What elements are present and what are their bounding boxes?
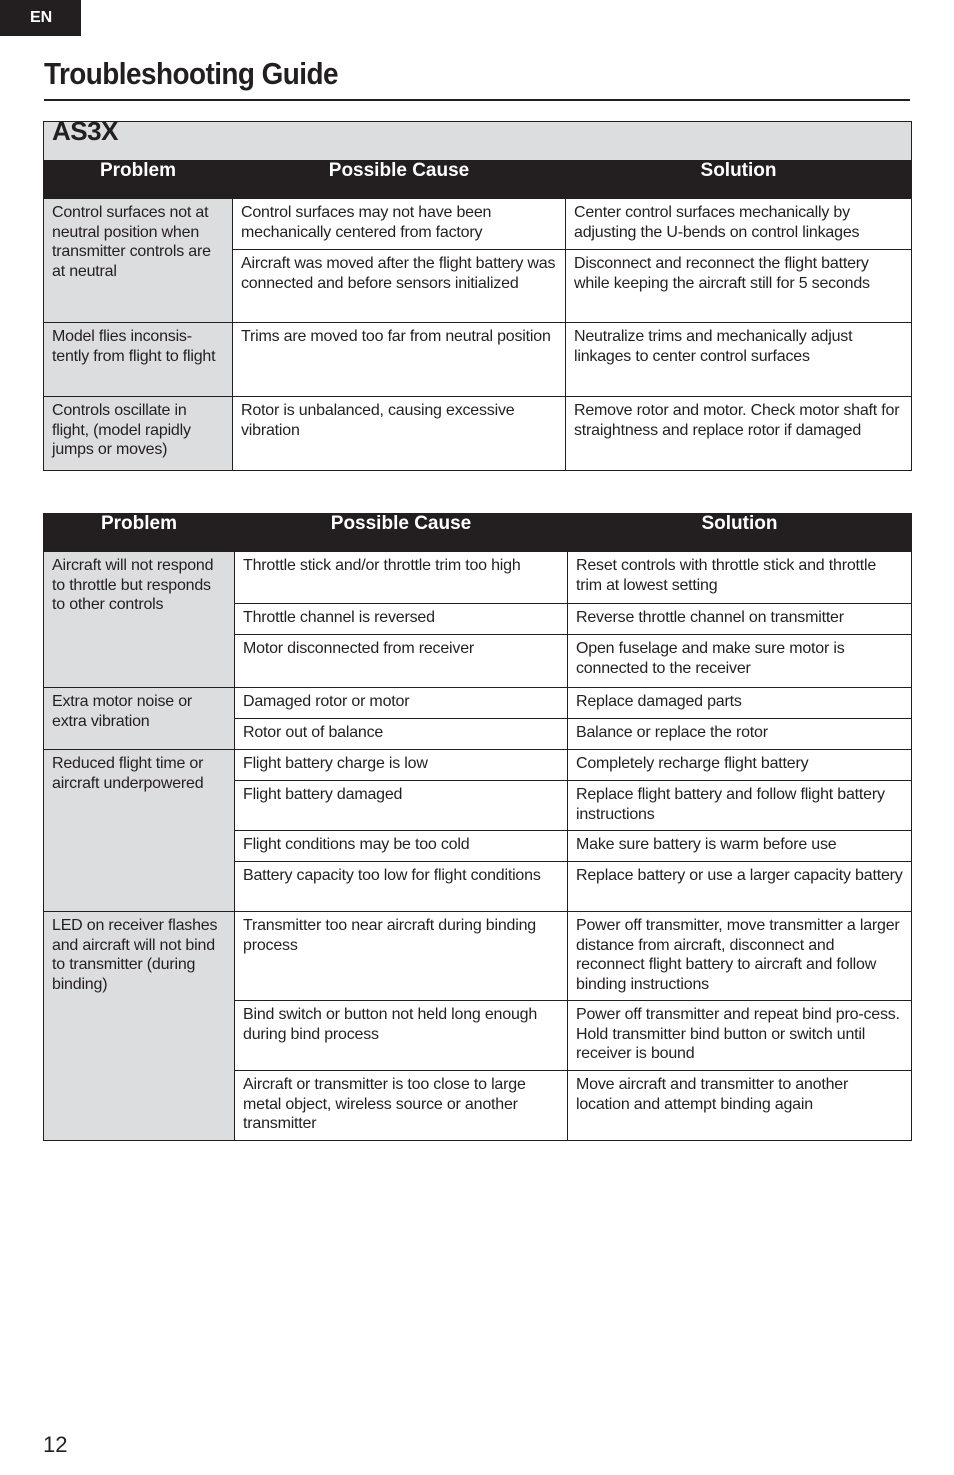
problem-cell: Aircraft will not respond to throttle but responds to other controls: [44, 552, 235, 688]
solution-cell: Open fuselage and make sure motor is connected to the receiver: [568, 635, 912, 688]
problem-cell: LED on receiver flashes and aircraft will not bind to transmitter (during binding): [44, 912, 235, 1141]
page-title: Troubleshooting Guide: [44, 56, 339, 91]
solution-cell: Replace battery or use a larger capacity battery: [568, 862, 912, 912]
language-tab: [0, 0, 81, 36]
cause-cell: Throttle stick and/or throttle trim too high: [235, 552, 568, 604]
solution-cell: Neutralize trims and mechanically adjust linkages to center control surfaces: [566, 323, 912, 397]
section-header-row: [44, 122, 912, 161]
cause-cell: Transmitter too near aircraft during binding process: [235, 912, 568, 1001]
cause-cell: Flight conditions may be too cold: [235, 831, 568, 862]
column-header-cause: Possible Cause: [233, 161, 566, 199]
cause-cell: Aircraft or transmitter is too close to large metal object, wireless source or another transmitter: [235, 1071, 568, 1141]
solution-cell: Move aircraft and transmitter to another location and attempt binding again: [568, 1071, 912, 1141]
solution-cell: Balance or replace the rotor: [568, 719, 912, 750]
cause-cell: Motor disconnected from receiver: [235, 635, 568, 688]
solution-cell: Power off transmitter and repeat bind pro-cess. Hold transmitter bind button or switch until receiver is bound: [568, 1001, 912, 1071]
solution-cell: Replace flight battery and follow flight battery instructions: [568, 781, 912, 831]
problem-cell: Reduced flight time or aircraft underpowered: [44, 750, 235, 912]
problem-cell: Controls oscillate in flight, (model rapidly jumps or moves): [44, 397, 233, 471]
table-row: [44, 397, 912, 471]
cause-cell: Rotor is unbalanced, causing excessive vibration: [233, 397, 566, 471]
as3x-troubleshooting-table: [43, 116, 912, 471]
table-header-row: [44, 514, 912, 552]
solution-cell: Disconnect and reconnect the flight battery while keeping the aircraft still for 5 seconds: [566, 250, 912, 323]
column-header-solution: Solution: [568, 514, 912, 552]
cause-cell: Damaged rotor or motor: [235, 688, 568, 719]
language-label: EN: [30, 9, 53, 26]
table-row: [44, 688, 912, 719]
title-divider: [44, 99, 910, 101]
solution-cell: Reset controls with throttle stick and throttle trim at lowest setting: [568, 552, 912, 604]
general-troubleshooting-table: [43, 513, 912, 1141]
table-row: [44, 912, 912, 1001]
column-header-problem: Problem: [44, 514, 235, 552]
cause-cell: Battery capacity too low for flight conditions: [235, 862, 568, 912]
cause-cell: Rotor out of balance: [235, 719, 568, 750]
column-header-problem: Problem: [44, 161, 233, 199]
solution-cell: Power off transmitter, move transmitter a larger distance from aircraft, disconnect and reconnect flight battery to aircraft and follow binding instructions: [568, 912, 912, 1001]
table-row: [44, 750, 912, 781]
cause-cell: Aircraft was moved after the flight battery was connected and before sensors initialized: [233, 250, 566, 323]
solution-cell: Make sure battery is warm before use: [568, 831, 912, 862]
cause-cell: Flight battery damaged: [235, 781, 568, 831]
table-header-row: [44, 161, 912, 199]
section-title: AS3X: [44, 122, 912, 161]
solution-cell: Replace damaged parts: [568, 688, 912, 719]
table-row: [44, 199, 912, 250]
problem-cell: Extra motor noise or extra vibration: [44, 688, 235, 750]
table-row: [44, 552, 912, 604]
problem-cell: Model flies inconsis-tently from flight to flight: [44, 323, 233, 397]
column-header-solution: Solution: [566, 161, 912, 199]
solution-cell: Center control surfaces mechanically by adjusting the U-bends on control linkages: [566, 199, 912, 250]
cause-cell: Bind switch or button not held long enough during bind process: [235, 1001, 568, 1071]
solution-cell: Reverse throttle channel on transmitter: [568, 604, 912, 635]
cause-cell: Control surfaces may not have been mechanically centered from factory: [233, 199, 566, 250]
table-row: [44, 323, 912, 397]
cause-cell: Trims are moved too far from neutral position: [233, 323, 566, 397]
page-number: 12: [43, 1432, 68, 1457]
cause-cell: Throttle channel is reversed: [235, 604, 568, 635]
cause-cell: Flight battery charge is low: [235, 750, 568, 781]
problem-cell: Control surfaces not at neutral position when transmitter controls are at neutral: [44, 199, 233, 323]
column-header-cause: Possible Cause: [235, 514, 568, 552]
solution-cell: Remove rotor and motor. Check motor shaft for straightness and replace rotor if damaged: [566, 397, 912, 471]
solution-cell: Completely recharge flight battery: [568, 750, 912, 781]
